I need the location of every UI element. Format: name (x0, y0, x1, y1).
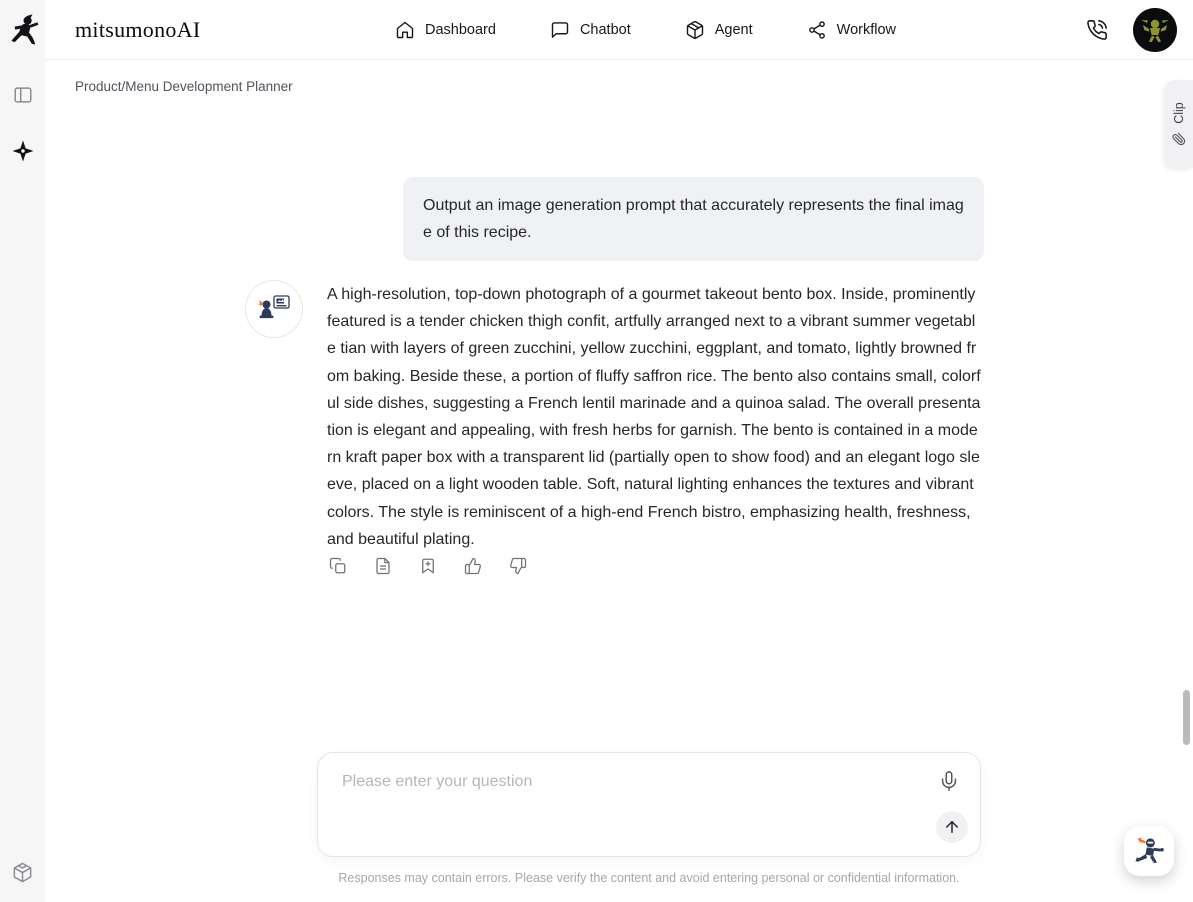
left-rail (0, 0, 45, 902)
clip-panel-tab[interactable] (1165, 80, 1193, 168)
shuriken-spark-icon (11, 139, 35, 163)
brand-ninja-logo[interactable] (0, 13, 45, 49)
running-ninja-icon (7, 13, 39, 49)
message-action-bar (329, 557, 527, 575)
nav-label: Chatbot (579, 22, 631, 38)
nav-dashboard[interactable] (395, 20, 496, 40)
paperclip-icon (1172, 132, 1186, 146)
new-chat-spark-button[interactable] (0, 139, 45, 163)
scrollbar-thumb[interactable] (1183, 690, 1190, 745)
send-button[interactable] (936, 811, 968, 843)
breadcrumb: Product/Menu Development Planner (75, 79, 293, 94)
sandbox-button[interactable] (0, 861, 45, 884)
bookmark-add-icon[interactable] (419, 557, 437, 575)
sidebar-toggle-button[interactable] (0, 84, 45, 106)
thumbs-down-icon[interactable] (509, 557, 527, 575)
phone-call-icon[interactable] (1086, 19, 1108, 41)
header-right (1086, 0, 1177, 60)
nav-agent[interactable] (685, 20, 753, 40)
arrow-up-icon (943, 818, 961, 836)
user-message-bubble: Output an image generation prompt that accurately represents the final image of this recipe. (403, 177, 984, 261)
user-avatar[interactable] (1133, 8, 1177, 52)
nav-workflow[interactable] (807, 20, 896, 40)
assistant-message-text: A high-resolution, top-down photograph of a gourmet takeout bento box. Inside, prominently featured is a tender chicken thigh confit, artfully arranged next to a vibrant summer vegetable tian with layers of green zucchini, yellow zucchini, eggplant, and tomato, lightly browned from baking. Beside these, a portion of fluffy saffron rice. The bento also contains small, colorful side dishes, suggesting a French lentil marinade and a quinoa salad. The overall presentation is elegant and appealing, with fresh herbs for garnish. The bento is contained in a modern kraft paper box with a transparent lid (partially open to show food) and an elegant logo sleeve, placed on a light wooden table. Soft, natural lighting enhances the textures and vibrant colors. The style is reminiscent of a high-end French bistro, emphasizing health, freshness, and beautiful plating. (327, 286, 981, 548)
view-document-icon[interactable] (374, 557, 392, 575)
chat-bubble-icon (550, 20, 570, 40)
main-nav (395, 0, 896, 60)
question-input[interactable] (342, 773, 927, 835)
clip-tab-inner (1172, 102, 1186, 146)
disclaimer-text: Responses may contain errors. Please verify the content and avoid entering personal or confidential information. (338, 871, 960, 885)
nav-label: Workflow (836, 22, 896, 38)
fighting-ninja-icon (1131, 833, 1167, 869)
presenter-ninja-icon (253, 288, 295, 330)
assistant-avatar (245, 280, 303, 338)
nav-label: Dashboard (425, 22, 496, 38)
thumbs-up-icon[interactable] (464, 557, 482, 575)
brand-name: mitsumonoAI (75, 17, 201, 42)
panel-left-icon (12, 84, 34, 106)
composer (317, 752, 981, 857)
clip-tab-label: Clip (1172, 102, 1187, 124)
nav-label: Agent (714, 22, 753, 38)
package-cube-icon (685, 20, 705, 40)
top-header (45, 0, 1193, 60)
codesandbox-icon (11, 861, 34, 884)
assistant-mascot-button[interactable] (1124, 826, 1174, 876)
nav-chatbot[interactable] (550, 20, 631, 40)
home-icon (395, 20, 415, 40)
microphone-icon[interactable] (938, 770, 960, 792)
share-nodes-icon (807, 20, 827, 40)
copy-icon[interactable] (329, 557, 347, 575)
